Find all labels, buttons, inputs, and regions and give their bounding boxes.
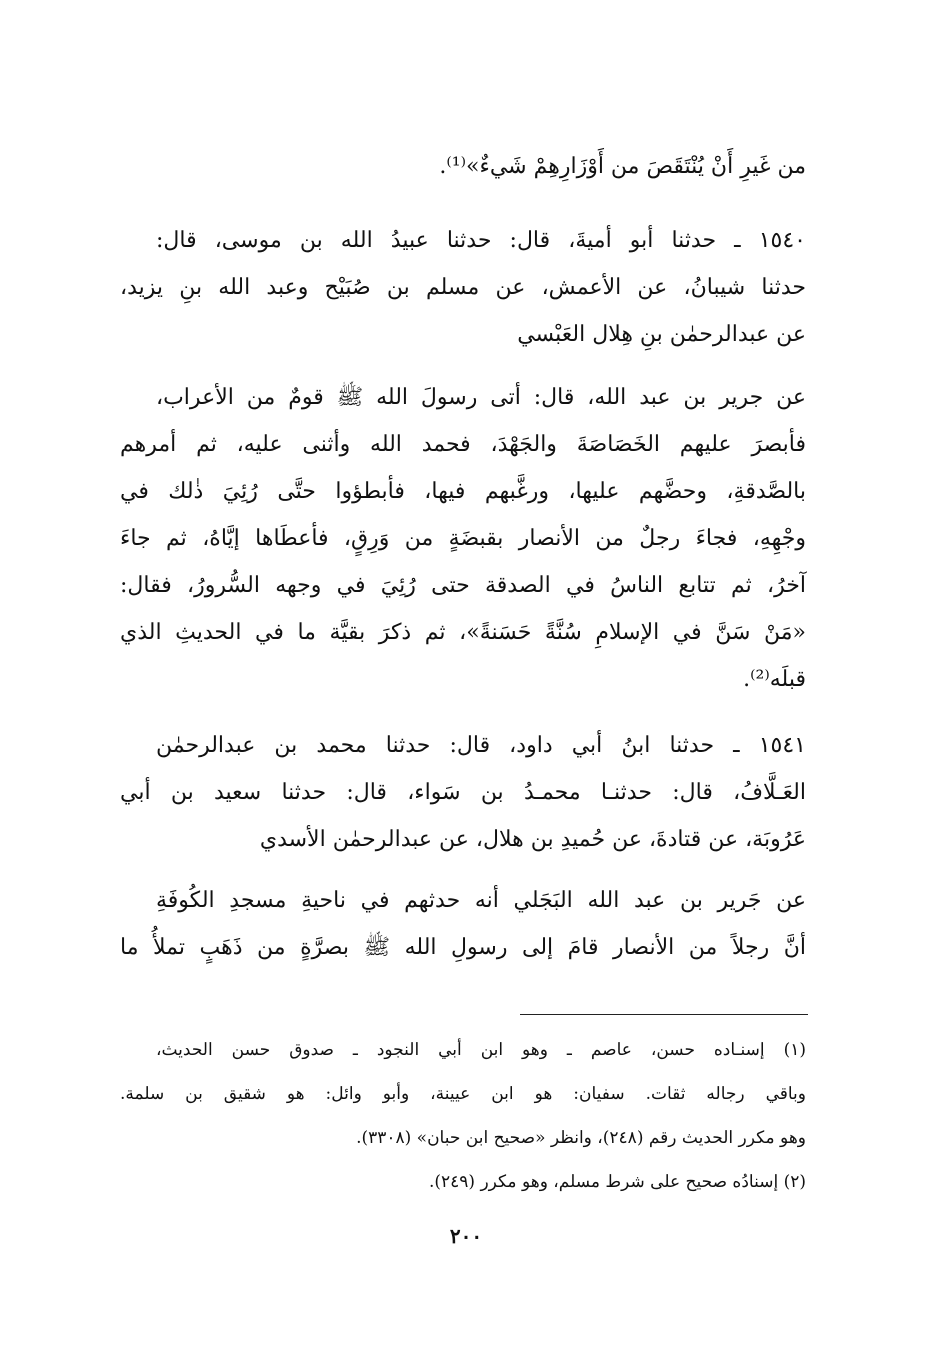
footnote-separator: [520, 1014, 808, 1015]
hadith-1540-matn-line-5: آخرُ، ثم تتابع الناسُ في الصدقة حتى رُئِيَ في وجهه السُّرورُ، فقال:: [120, 573, 806, 598]
hadith-1541-isnad-line-3: عَرُوبَة، عن قتادةَ، عن حُميدِ بن هلال، عن عبدالرحمٰن الأسدي: [259, 827, 806, 852]
hadith-1540-matn-line-2: فأبصرَ عليهم الخَصَاصَةَ والجَهْدَ، فحمد الله وأثنى عليه، ثم أمرهم: [120, 432, 806, 457]
hadith-1540-matn-line-1: عن جرير بن عبد الله، قال: أتى رسولَ الله ﷺ قومٌ من الأعراب،: [156, 385, 806, 410]
footnote-1-line-1: (١) إسنـاده حسن، عاصم ـ وهو ابن أبي النجود ـ صدوق حسن الحديث،: [156, 1040, 806, 1060]
page-number: ٢٠٠: [449, 1224, 483, 1248]
hadith-1541-isnad-line-1: ١٥٤١ ـ حدثنا ابنُ أبي داود، قال: حدثنا محمد بن عبدالرحمٰن: [156, 733, 806, 758]
text-line-continuation: من غَيرِ أَنْ يُنْتَقَصَ من أَوْزَارِهِمْ شَيءٌ»⁽¹⁾.: [439, 154, 806, 179]
footnote-1-line-3: وهو مكرر الحديث رقم (٢٤٨)، وانظر «صحيح ابن حبان» (٣٣٠٨).: [356, 1128, 806, 1148]
hadith-1540-matn-line-3: بالصَّدقةِ، وحضَّهم عليها، ورغَّبهم فيها، فأبطؤوا حتَّى رُئِيَ ذٰلك في: [120, 479, 806, 504]
footnote-1-line-2: وباقي رجاله ثقات. سفيان: هو ابن عيينة، وأبو وائل: هو شقيق بن سلمة.: [120, 1084, 806, 1104]
hadith-1541-isnad-line-2: العَـلَّافُ، قال: حدثنـا محمـدُ بن سَواء، قال: حدثنا سعيد بن أبي: [120, 780, 806, 805]
hadith-1540-matn-line-6: «مَنْ سَنَّ في الإسلامِ سُنَّةً حَسَنةً»، ثم ذكرَ بقيَّة ما في الحديثِ الذي: [120, 620, 806, 645]
hadith-1540-isnad-line-2: حدثنا شيبانُ، عن الأعمش، عن مسلم بن صُبَيْح وعبد الله بنِ يزيد،: [120, 275, 806, 300]
hadith-1540-isnad-line-3: عن عبدالرحمٰن بنِ هِلال العَبْسي: [517, 322, 806, 347]
hadith-1541-matn-line-2: أنَّ رجلاً من الأنصار قامَ إلى رسولِ الله ﷺ بصرَّةٍ من ذَهَبٍ تملأُ ما: [120, 935, 806, 960]
hadith-1540-matn-line-4: وجْهِهِ، فجاءَ رجلٌ من الأنصار بقبضَةٍ من وَرِقٍ، فأعطَاها إيَّاهُ، ثم جاءَ: [120, 526, 806, 551]
hadith-1540-isnad-line-1: ١٥٤٠ ـ حدثنا أبو أميةَ، قال: حدثنا عبيدُ الله بن موسى، قال:: [156, 228, 806, 253]
hadith-1541-matn-line-1: عن جَرير بن عبد الله البَجَلي أنه حدثهم في ناحيةِ مسجدِ الكُوفَةِ: [156, 888, 806, 913]
hadith-1540-matn-line-7: قبلَه⁽²⁾.: [743, 667, 806, 692]
footnote-2-line-1: (٢) إسنادُه صحيح على شرط مسلم، وهو مكرر (٢٤٩).: [428, 1172, 806, 1192]
